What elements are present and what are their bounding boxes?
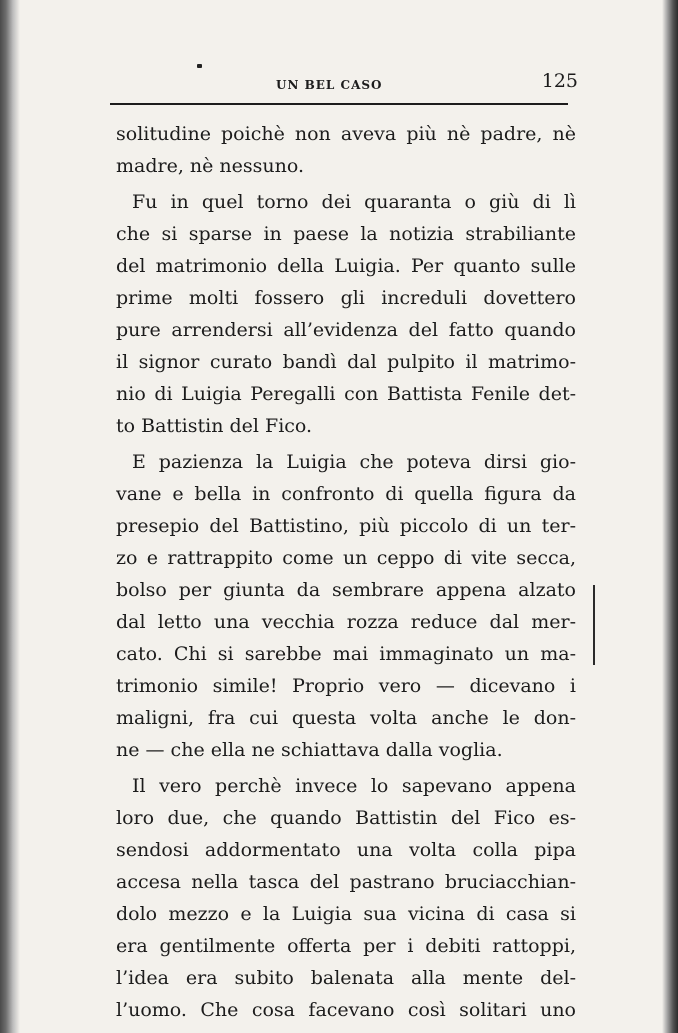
text-line: era gentilmente offerta per i debiti rattoppi, [116, 935, 576, 957]
text-line: cato. Chi si sarebbe mai immaginato un ma- [116, 643, 576, 665]
text-line: prime molti fossero gli increduli dovettero [116, 287, 576, 309]
text-line: zo e rattrappito come un ceppo di vite secca, [116, 547, 576, 569]
running-head [110, 62, 578, 102]
text-line: del matrimonio della Luigia. Per quanto sulle [116, 255, 576, 277]
text-line: Il vero perchè invece lo sapevano appena [132, 775, 576, 797]
text-line: accesa nella tasca del pastrano bruciacchian- [116, 871, 576, 893]
text-line: maligni, fra cui questa volta anche le don- [116, 707, 576, 729]
text-line: il signor curato bandì dal pulpito il matrimo- [116, 351, 576, 373]
text-line: l’uomo. Che cosa facevano così solitari uno [116, 999, 576, 1021]
text-line: nio di Luigia Peregalli con Battista Fenile det- [116, 383, 576, 405]
text-line: ne — che ella ne schiattava dalla voglia. [116, 739, 503, 761]
binding-shadow [0, 0, 20, 1033]
text-line: trimonio simile! Proprio vero — dicevano i [116, 675, 576, 697]
text-line: pure arrendersi all’evidenza del fatto quando [116, 319, 576, 341]
text-line: loro due, che quando Battistin del Fico es- [116, 807, 576, 829]
page-edge-shadow [662, 0, 678, 1033]
text-line: vane e bella in confronto di quella figura da [116, 483, 576, 505]
text-line: Fu in quel torno dei quaranta o giù di lì [132, 191, 576, 213]
body-text [116, 118, 576, 1026]
text-line: dolo mezzo e la Luigia sua vicina di casa si [116, 903, 576, 925]
text-line: sendosi addormentato una volta colla pipa [116, 839, 576, 861]
text-line: che si sparse in paese la notizia strabiliante [116, 223, 576, 245]
text-line: l’idea era subito balenata alla mente del- [116, 967, 576, 989]
text-line: to Battistin del Fico. [116, 415, 313, 437]
text-line: dal letto una vecchia rozza reduce dal mer- [116, 611, 576, 633]
text-line: E pazienza la Luigia che poteva dirsi gio- [132, 451, 576, 473]
margin-pencil-mark [593, 585, 595, 665]
text-line: solitudine poichè non aveva più nè padre, nè [116, 123, 576, 145]
text-line: bolso per giunta da sembrare appena alzato [116, 579, 576, 601]
text-line: madre, nè nessuno. [116, 155, 305, 177]
text-line: presepio del Battistino, più piccolo di un ter- [116, 515, 576, 537]
running-title: UN BEL CASO [276, 78, 383, 92]
header-rule [110, 103, 568, 105]
page-number: 125 [541, 70, 578, 92]
